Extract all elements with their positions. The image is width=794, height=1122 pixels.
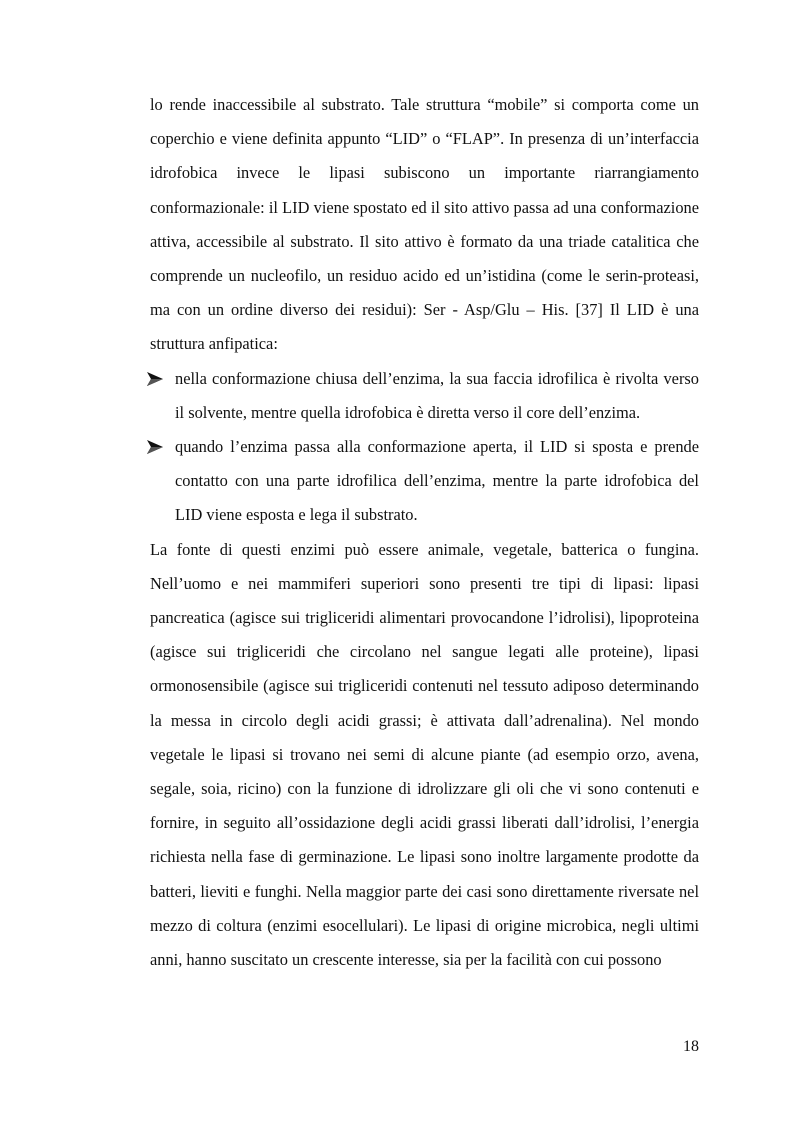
bullet-list [150, 362, 699, 533]
bullet-text: quando l’enzima passa alla conformazione aperta, il LID si sposta e prende contatto con una parte idrofilica dell’enzima, mentre la parte idrofobica del LID viene esposta e lega il substrato. [175, 437, 699, 525]
list-item [150, 362, 699, 430]
arrowhead-bullet-icon [147, 430, 167, 464]
body-paragraph: La fonte di questi enzimi può essere animale, vegetale, batterica o fungina. Nell’uomo e nei mammiferi superiori sono presenti tre tipi di lipasi: lipasi pancreatica (agisce sui trigliceridi alimentari provocandone l’idrolisi), lipoproteina (agisce sui trigliceridi che circolano nel sangue legati alle proteine), lipasi ormonosensibile (agisce sui trigliceridi contenuti nel tessuto adiposo determinando la messa in circolo degli acidi grassi; è attivata dall’adrenalina). Nel mondo vegetale le lipasi si trovano nei semi di alcune piante (ad esempio orzo, avena, segale, soia, ricino) con la funzione di idrolizzare gli oli che vi sono contenuti e fornire, in seguito all’ossidazione degli acidi grassi liberati dall’idrolisi, l’energia richiesta nella fase di germinazione. Le lipasi sono inoltre largamente prodotte da batteri, lieviti e funghi. Nella maggior parte dei casi sono direttamente riversate nel mezzo di coltura (enzimi esocellulari). Le lipasi di origine microbica, negli ultimi anni, hanno suscitato un crescente interesse, sia per la facilità con cui possono [150, 539, 699, 970]
page-number: 18 [683, 1038, 699, 1055]
bullet-text: nella conformazione chiusa dell’enzima, la sua faccia idrofilica è rivolta verso il solvente, mentre quella idrofobica è diretta verso il core dell’enzima. [175, 368, 699, 422]
intro-paragraph: lo rende inaccessibile al substrato. Tale struttura “mobile” si comporta come un coperchio e viene definita appunto “LID” o “FLAP”. In presenza di un’interfaccia idrofobica invece le lipasi subiscono un importante riarrangiamento conformazionale: il LID viene spostato ed il sito attivo passa ad una conformazione attiva, accessibile al substrato. Il sito attivo è formato da una triade catalitica che comprende un nucleofilo, un residuo acido ed un’istidina (come le serin-proteasi, ma con un ordine diverso dei residui): Ser - Asp/Glu – His. [37] Il LID è una struttura anfipatica: [150, 95, 699, 354]
arrowhead-bullet-icon [147, 362, 167, 396]
list-item [150, 430, 699, 533]
page-body [150, 88, 699, 977]
